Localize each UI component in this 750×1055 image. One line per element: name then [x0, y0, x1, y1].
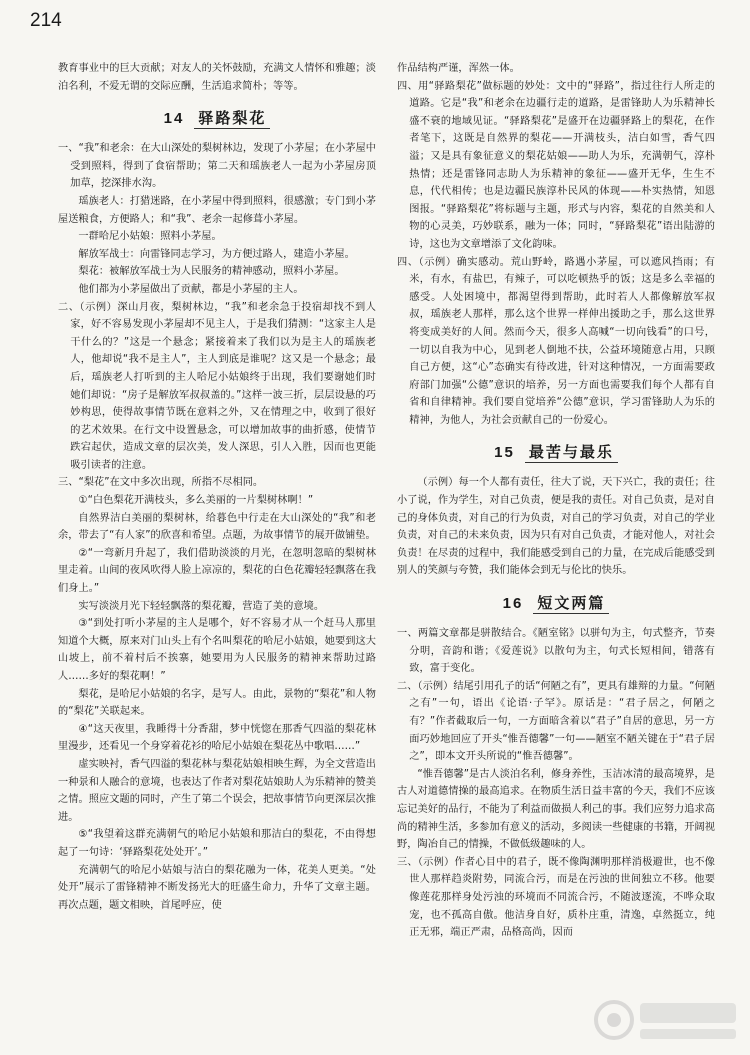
paragraph: 教育事业中的巨大贡献；对友人的关怀鼓励，充满文人情怀和雅趣；淡泊名利，不爱无谓的交际应酬，生活追求简朴；等等。 [58, 63, 376, 92]
left-column [58, 60, 376, 914]
answer-item: 三、（示例）作者心目中的君子，既不像陶渊明那样消极避世，也不像世人那样趋炎附势，同流合污，而是在污浊的世间独立不移。他要像莲花那样身处污浊的环境而不同流合污，不随波逐流，不哗众取宠，也不孤高自傲。他洁身自好，质朴庄重，清逸，卓然挺立，纯正无邪，端正严肃，品格高尚，因而 [397, 856, 715, 939]
answer-item: 一、两篇文章都是骈散结合。《陋室铭》以骈句为主，句式整齐，节奏分明，音韵和谐；《爱莲说》以散句为主，句式长短相间，错落有致，富于变化。 [397, 628, 715, 675]
answer-item: 三、“梨花”在文中多次出现，所指不尽相同。 [58, 477, 264, 489]
section-number: 14 [163, 110, 185, 128]
answer-circle-logo-icon [592, 993, 742, 1047]
paragraph: ④“这天夜里，我睡得十分香甜，梦中恍惚在那香气四溢的梨花林里漫步，还看见一个身穿着花衫的哈尼小姑娘在梨花丛中歌唱……” [58, 723, 376, 753]
section-title: 最苦与最乐 [525, 442, 618, 463]
page-number: 214 [30, 10, 62, 31]
section-heading [397, 593, 715, 614]
paragraph: 虚实映衬，香气四溢的梨花林与梨花姑娘相映生辉，为全文营造出一种景和人融合的意境，也表达了作者对梨花姑娘助人为乐精神的赞美之情。照应文题的同时，产生了第二个误会，把故事情节向更深层次推进。 [58, 758, 376, 823]
answer-item: 二、（示例）结尾引用孔子的话“何陋之有”，更具有雄辩的力量。“何陋之有”一句，语出《论语·子罕》。原话是：“君子居之，何陋之有？”作者截取后一句，一方面暗含着以“君子”自居的意思，另一方面巧妙地回应了开头“惟吾德馨”一句——陋室不陋关键在于“君子居之”，即本文开头所说的“惟吾德馨”。 [397, 680, 716, 763]
paragraph: “惟吾德馨”是古人淡泊名利，修身养性，玉洁冰清的最高境界，是古人对道德情操的最高追求。在物质生活日益丰富的今天，我们不应该忘记美好的品行，不能为了利益而做损人利己的事。我们应努力追求高尚的精神生活，多参加有意义的活动，多阅读一些健康的书籍，开阔视野，陶冶自己的情操，不做低级趣味的人。 [397, 768, 715, 851]
paragraph: ②“一弯新月升起了，我们借助淡淡的月光，在忽明忽暗的梨树林里走着。山间的夜风吹得人脸上凉凉的，梨花的白色花瓣轻轻飘落在我们身上。” [58, 547, 376, 595]
section-heading [58, 108, 376, 129]
answer-item: 一、“我”和老余：在大山深处的梨树林边，发现了小茅屋；在小茅屋中受到照料，得到了食宿帮助；第二天和瑶族老人一起为小茅屋房顶加草，挖深排水沟。 [58, 143, 376, 190]
paragraph: ⑤“我望着这群充满朝气的哈尼小姑娘和那洁白的梨花，不由得想起了一句诗：‘驿路梨花处处开’。” [58, 829, 376, 858]
paragraph: 一群哈尼小姑娘：照料小茅屋。 [78, 231, 222, 243]
section-number: 16 [502, 595, 524, 613]
section-number: 15 [494, 444, 515, 462]
paragraph: 梨花：被解放军战士为人民服务的精神感动，照料小茅屋。 [78, 266, 345, 278]
paragraph: ①“白色梨花开满枝头，多么美丽的一片梨树林啊！” [78, 495, 314, 507]
section-title: 短文两篇 [533, 593, 609, 614]
answer-item: 四、用“驿路梨花”做标题的妙处：文中的“驿路”，指过往行人所走的道路。它是“我”和老余在边疆行走的道路，是雷锋助人为乐精神长盛不衰的地域见证。“驿路梨花”是盛开在边疆驿路上的梨花，在作者笔下，这既是自然界的梨花——开满枝头，洁白如雪，香气四溢；又是具有象征意义的梨花姑娘——助人为乐，充满朝气，淳朴热情；还是雷锋同志助人为乐精神的象征——盛开无华，生生不息，代代相传；也是边疆民族淳朴民风的体现——朴实热情，知恩图报。“驿路梨花”将标题与主题，形式与内容，梨花的自然美和人物的心灵美，巧妙联系，融为一体；同时，“驿路梨花”语出陆游的诗，这也为文章增添了文化韵味。 [397, 80, 715, 250]
section-heading [397, 442, 715, 463]
answer-item: 二、（示例）深山月夜，梨树林边，“我”和老余急于投宿却找不到人家，好不容易发现小茅屋却不见主人，于是我们猜测：“这家主人是干什么的？”这是一个悬念；紧接着来了我们以为是主人的瑶族老人，他却说“我不是主人”，主人到底是谁呢？这又是一个悬念；最后，瑶族老人打听到的主人哈尼小姑娘终于出现，我们要谢她们时她们却说：“房子是解放军叔叔盖的。”这样一波三折，层层设悬的巧妙构思，使得故事情节既在意料之外，又在情理之中，收到了很好的艺术效果。在行文中设置悬念，可以增加故事的曲折感，使情节跌宕起伏，造成文章的层次美，发人深思，引人入胜，因而也更能吸引读者的注意。 [58, 301, 376, 471]
section-title: 驿路梨花 [194, 108, 270, 129]
paragraph: 解放军战士：向雷锋同志学习，为方便过路人，建造小茅屋。 [78, 248, 355, 260]
answer-item: 四、（示例）确实感动。荒山野岭，路遇小茅屋，可以遮风挡雨；有米，有水，有盐巴，有辣子，可以吃顿热乎的饭；这是多么幸福的感受。人处困境中，都渴望得到帮助，此时若人人都像解放军叔叔，瑶族老人那样，那么这个世界一样伸出援助之手，那么这世界将变成美好的人间。然而今天，很多人高喊“一切向钱看”的口号，一切以自我为中心，见到老人倒地不扶，公益环境随意占用，只顾自己方便，这“心”态确实有待改进，针对这种情况，一方面需要政府部门加强“公德”意识的培养，另一方面也需要我们每个人都有自省和自律精神。我们要自觉培养“公德”意识，学习雷锋助人为乐的精神，为他人，为社会贡献自己的一份爱心。 [397, 256, 715, 426]
paragraph: 充满朝气的哈尼小姑娘与洁白的梨花融为一体，花美人更美。“处处开”展示了雷锋精神不断发扬光大的旺盛生命力，升华了文章主题。再次点题，题文相映，首尾呼应，使 [58, 864, 376, 911]
paragraph: （示例）每一个人都有责任，往大了说，天下兴亡，我的责任；往小了说，作为学生，对自己负责，便是我的责任。对自己负责，是对自己的身体负责，对自己的行为负责，对自己的学习负责，对自己的学业负责，对自己的未来负责，因为只有对自己负责，才能对他人，对社会负责！在尽责的过程中，我们能感受到自己的力量，在完成后能感受到别人的笑颜与夸赞，我们能体会到无与伦比的快乐。 [397, 477, 715, 577]
paragraph: ③“到处打听小茅屋的主人是哪个，好不容易才从一个赶马人那里知道个大概，原来对门山头上有个名叫梨花的哈尼小姑娘，她要到这大山坡上，前不着村后不挨寨，她要用为人民服务的精神来帮助过路人……多好的梨花啊！” [58, 618, 376, 682]
paragraph: 自然界洁白美丽的梨树林，给暮色中行走在大山深处的“我”和老余，带去了“有人家”的欣喜和希望。点题，为故事情节的展开做铺垫。 [58, 512, 376, 542]
paragraph: 他们都为小茅屋做出了贡献，都是小茅屋的主人。 [78, 283, 304, 295]
paragraph: 作品结构严谨，浑然一体。 [397, 63, 520, 74]
paragraph: 瑶族老人：打猎迷路，在小茅屋中得到照料，很感激；专门到小茅屋送粮食，方便路人；和“我”、老余一起修葺小茅屋。 [58, 195, 376, 225]
paragraph: 实写淡淡月光下轻轻飘落的梨花瓣，营造了美的意境。 [78, 600, 325, 612]
paragraph: 梨花，是哈尼小姑娘的名字，是写人。由此，景物的“梨花”和人物的“梨花”关联起来。 [58, 688, 376, 718]
right-column [397, 60, 715, 942]
